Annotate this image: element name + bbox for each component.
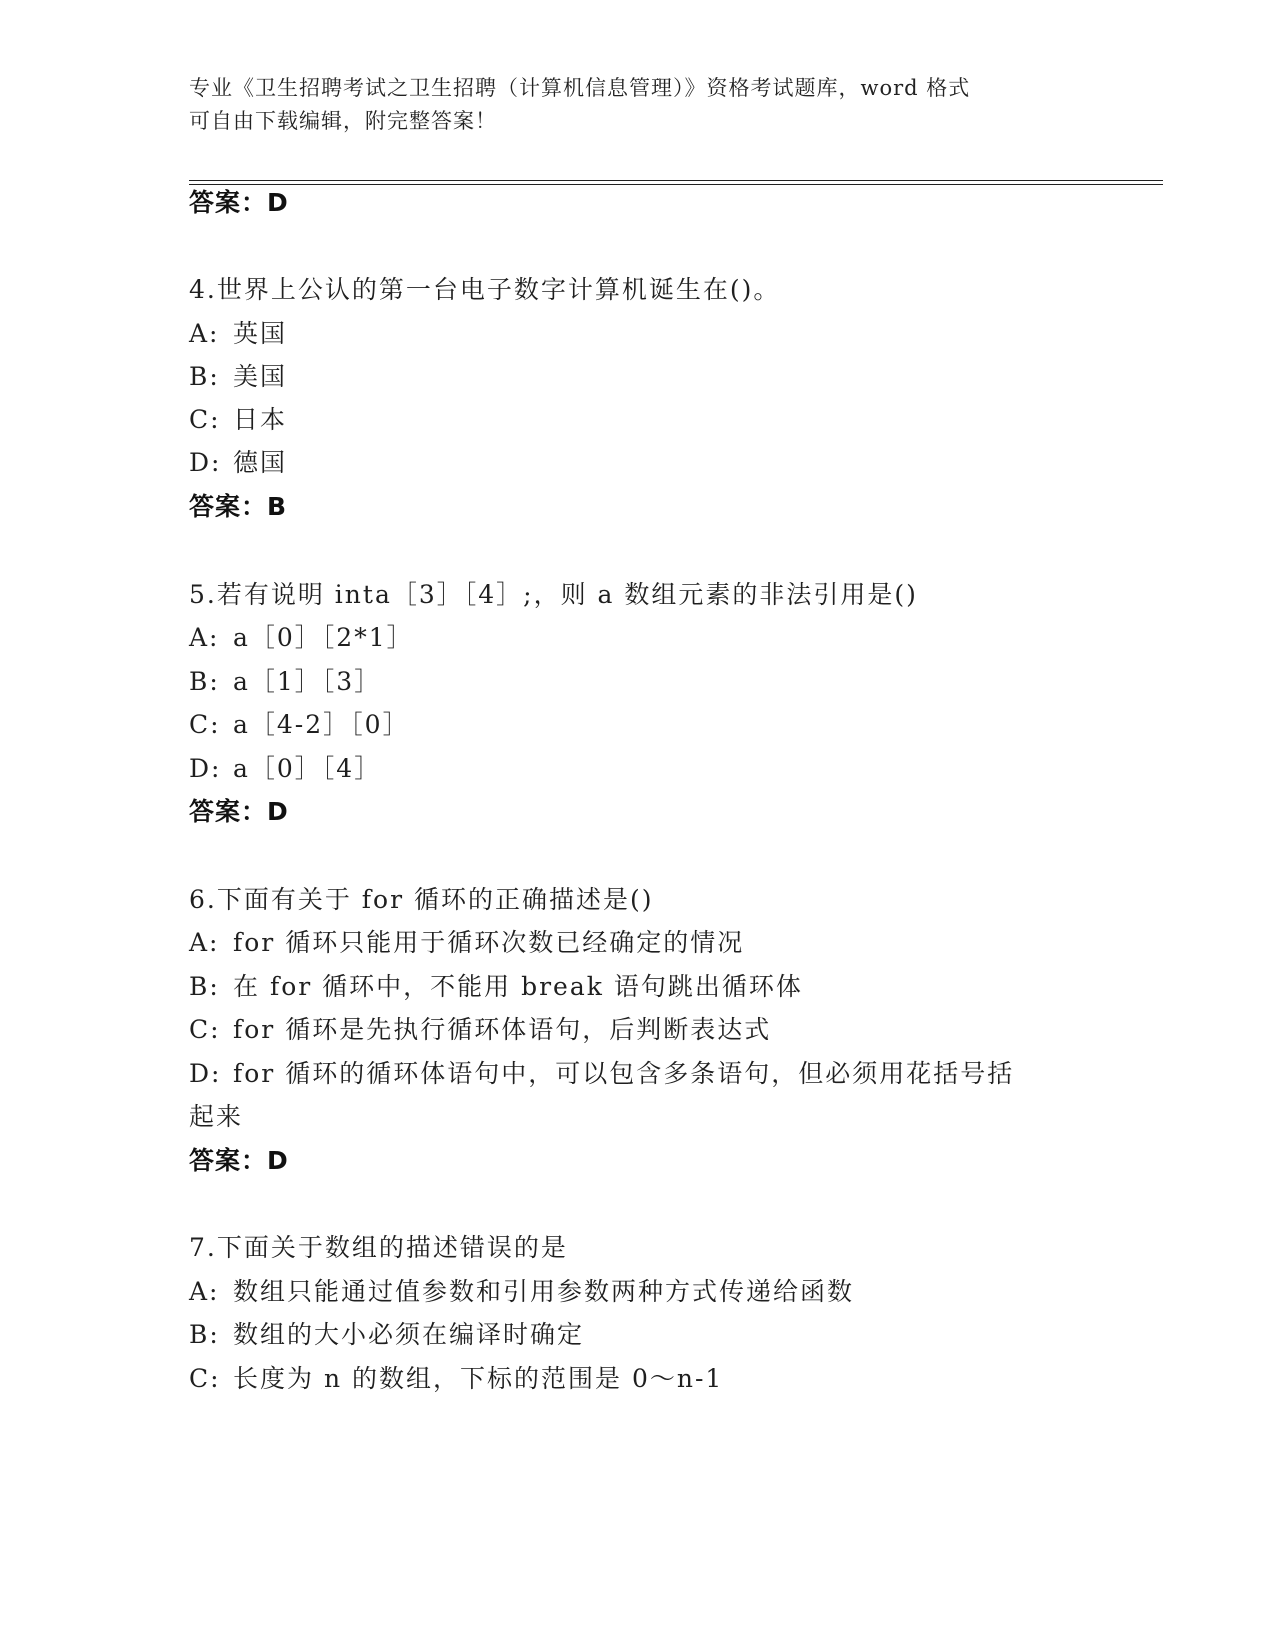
option-letter: A: — [189, 319, 220, 348]
question-4-option-b — [189, 360, 287, 394]
option-letter: B: — [189, 1320, 220, 1349]
question-6-answer: 答案：D — [189, 1146, 289, 1175]
question-6-option-a — [189, 926, 744, 960]
question-7-option-a — [189, 1275, 854, 1309]
option-letter: B: — [189, 667, 220, 696]
question-4-option-c — [189, 403, 287, 437]
option-letter: C: — [189, 405, 221, 434]
option-text: 在 for 循环中，不能用 break 语句跳出循环体 — [233, 972, 803, 1001]
question-6-stem: 6.下面有关于 for 循环的正确描述是() — [189, 885, 654, 914]
option-text: a［1］［3］ — [233, 667, 382, 696]
option-text: for 循环只能用于循环次数已经确定的情况 — [233, 928, 745, 957]
question-5-option-d — [189, 752, 381, 786]
header-divider-top — [189, 180, 1163, 181]
option-text: 长度为 n 的数组，下标的范围是 0～n-1 — [233, 1364, 724, 1393]
option-letter: C: — [189, 710, 221, 739]
question-7-stem: 7.下面关于数组的描述错误的是 — [189, 1233, 568, 1262]
question-5-option-c — [189, 708, 410, 742]
header-line-1: 专业《卫生招聘考试之卫生招聘（计算机信息管理）》资格考试题库，word 格式 — [189, 76, 971, 100]
option-text: 德国 — [233, 448, 288, 477]
option-text: for 循环是先执行循环体语句，后判断表达式 — [233, 1015, 772, 1044]
question-5-option-a — [189, 621, 414, 655]
option-text: a［4-2］［0］ — [233, 710, 410, 739]
question-4-option-a — [189, 317, 287, 351]
option-text: 英国 — [233, 319, 288, 348]
question-4-option-d — [189, 446, 287, 480]
option-text: a［0］［4］ — [233, 754, 382, 783]
option-letter: D: — [189, 754, 222, 783]
question-6-option-d-continuation: 起来 — [189, 1102, 244, 1131]
question-5-option-b — [189, 665, 381, 699]
question-5-answer: 答案：D — [189, 797, 289, 826]
option-letter: D: — [189, 1059, 222, 1088]
previous-answer: 答案：D — [189, 188, 289, 217]
option-text: 美国 — [233, 362, 288, 391]
question-6-option-b — [189, 970, 803, 1004]
option-letter: C: — [189, 1364, 221, 1393]
question-7-option-b — [189, 1318, 584, 1352]
header-divider-bottom — [189, 184, 1163, 185]
question-4-stem: 4.世界上公认的第一台电子数字计算机诞生在()。 — [189, 275, 781, 304]
option-text: a［0］［2*1］ — [233, 623, 414, 652]
question-7-option-c — [189, 1362, 723, 1396]
question-4-answer: 答案：B — [189, 492, 288, 521]
option-letter: B: — [189, 972, 220, 1001]
question-6-option-c — [189, 1013, 771, 1047]
option-text: 数组只能通过值参数和引用参数两种方式传递给函数 — [233, 1277, 855, 1306]
option-letter: D: — [189, 448, 222, 477]
header-line-2: 可自由下载编辑，附完整答案！ — [189, 109, 497, 133]
option-text: 数组的大小必须在编译时确定 — [233, 1320, 585, 1349]
option-text: for 循环的循环体语句中，可以包含多条语句，但必须用花括号括 — [233, 1059, 1015, 1088]
question-5-stem: 5.若有说明 inta［3］［4］;，则 a 数组元素的非法引用是() — [189, 580, 918, 609]
option-letter: C: — [189, 1015, 221, 1044]
question-6-option-d — [189, 1057, 1014, 1091]
option-letter: B: — [189, 362, 220, 391]
option-letter: A: — [189, 623, 220, 652]
option-letter: A: — [189, 928, 220, 957]
document-header — [189, 72, 1089, 138]
option-letter: A: — [189, 1277, 220, 1306]
option-text: 日本 — [233, 405, 288, 434]
